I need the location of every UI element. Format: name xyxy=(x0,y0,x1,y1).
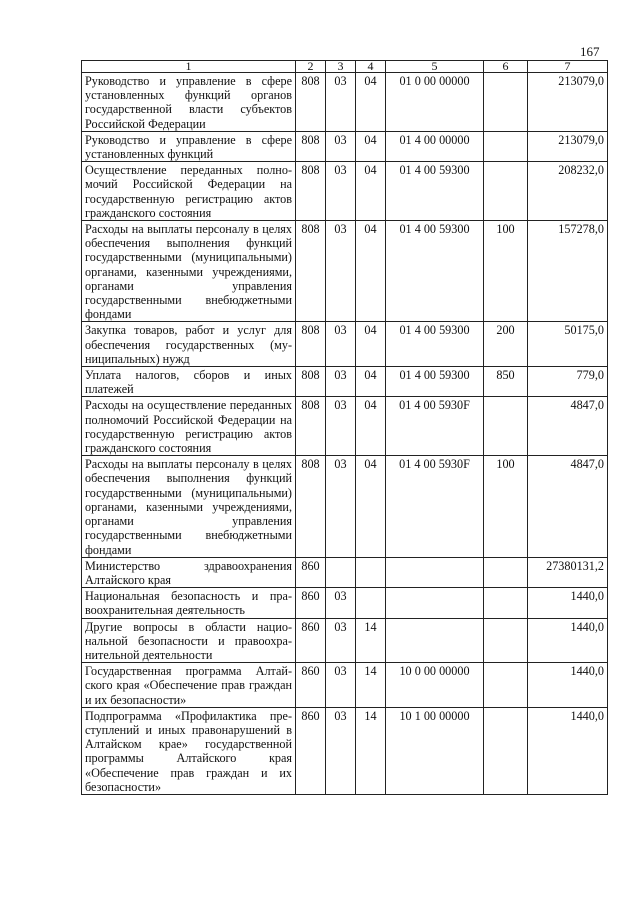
amount: 213079,0 xyxy=(528,73,608,132)
table-row xyxy=(82,588,608,618)
table-row xyxy=(82,456,608,557)
target-item-code xyxy=(386,618,484,663)
section-code: 03 xyxy=(326,322,356,367)
row-name: Уплата налогов, сборов и иных платежей xyxy=(82,367,296,397)
ministry-code: 860 xyxy=(296,557,326,587)
section-code: 03 xyxy=(326,588,356,618)
target-item-code: 01 4 00 5930F xyxy=(386,456,484,557)
ministry-code: 808 xyxy=(296,73,326,132)
table-header-row xyxy=(82,61,608,73)
amount: 4847,0 xyxy=(528,456,608,557)
table-row xyxy=(82,557,608,587)
target-item-code: 01 4 00 59300 xyxy=(386,162,484,221)
amount: 50175,0 xyxy=(528,322,608,367)
section-code: 03 xyxy=(326,162,356,221)
amount: 157278,0 xyxy=(528,221,608,322)
page-number: 167 xyxy=(580,44,600,59)
expense-type-code xyxy=(484,397,528,456)
amount: 779,0 xyxy=(528,367,608,397)
column-header: 7 xyxy=(528,61,608,73)
table-row xyxy=(82,322,608,367)
expense-type-code xyxy=(484,588,528,618)
target-item-code: 01 4 00 00000 xyxy=(386,131,484,161)
ministry-code: 808 xyxy=(296,397,326,456)
amount: 1440,0 xyxy=(528,618,608,663)
amount: 1440,0 xyxy=(528,663,608,708)
ministry-code: 860 xyxy=(296,618,326,663)
subsection-code: 04 xyxy=(356,322,386,367)
amount: 213079,0 xyxy=(528,131,608,161)
subsection-code: 04 xyxy=(356,221,386,322)
column-header: 5 xyxy=(386,61,484,73)
expense-type-code xyxy=(484,663,528,708)
section-code: 03 xyxy=(326,707,356,794)
table-row xyxy=(82,221,608,322)
subsection-code: 04 xyxy=(356,397,386,456)
expense-type-code: 850 xyxy=(484,367,528,397)
row-name: Закупка товаров, работ и услуг для обеспечения государственных (муниципальных) нужд xyxy=(82,322,296,367)
target-item-code: 10 0 00 00000 xyxy=(386,663,484,708)
ministry-code: 860 xyxy=(296,707,326,794)
table-row xyxy=(82,663,608,708)
section-code: 03 xyxy=(326,397,356,456)
row-name: Государственная программа Алтайского края «Обеспечение прав граждан и их безопасности» xyxy=(82,663,296,708)
subsection-code: 04 xyxy=(356,162,386,221)
ministry-code: 808 xyxy=(296,162,326,221)
subsection-code: 04 xyxy=(356,73,386,132)
target-item-code: 01 4 00 5930F xyxy=(386,397,484,456)
row-name: Министерство здравоохранения Алтайского края xyxy=(82,557,296,587)
row-name: Национальная безопасность и правоохранительная деятельность xyxy=(82,588,296,618)
budget-table xyxy=(81,60,608,795)
ministry-code: 860 xyxy=(296,588,326,618)
row-name: Другие вопросы в области национальной безопасности и правоохранительной деятельности xyxy=(82,618,296,663)
section-code: 03 xyxy=(326,456,356,557)
target-item-code: 10 1 00 00000 xyxy=(386,707,484,794)
table-row xyxy=(82,367,608,397)
ministry-code: 808 xyxy=(296,221,326,322)
expense-type-code xyxy=(484,707,528,794)
subsection-code xyxy=(356,557,386,587)
section-code: 03 xyxy=(326,73,356,132)
subsection-code: 04 xyxy=(356,131,386,161)
ministry-code: 860 xyxy=(296,663,326,708)
expense-type-code xyxy=(484,131,528,161)
target-item-code: 01 4 00 59300 xyxy=(386,367,484,397)
ministry-code: 808 xyxy=(296,456,326,557)
section-code: 03 xyxy=(326,131,356,161)
expense-type-code xyxy=(484,73,528,132)
table-row xyxy=(82,162,608,221)
section-code xyxy=(326,557,356,587)
row-name: Расходы на выплаты персоналу в целях обеспечения выполнения функций государственными (муниципальными) органами, казенными учреждениями, органами управления государственными внебюджетными фондами xyxy=(82,456,296,557)
subsection-code: 04 xyxy=(356,456,386,557)
ministry-code: 808 xyxy=(296,322,326,367)
expense-type-code: 200 xyxy=(484,322,528,367)
row-name: Осуществление переданных полномочий Российской Федерации на государственную регистрацию актов гражданского состояния xyxy=(82,162,296,221)
subsection-code: 14 xyxy=(356,618,386,663)
table-row xyxy=(82,131,608,161)
subsection-code: 04 xyxy=(356,367,386,397)
amount: 1440,0 xyxy=(528,707,608,794)
table-row xyxy=(82,73,608,132)
column-header: 6 xyxy=(484,61,528,73)
section-code: 03 xyxy=(326,618,356,663)
section-code: 03 xyxy=(326,367,356,397)
expense-type-code xyxy=(484,618,528,663)
ministry-code: 808 xyxy=(296,367,326,397)
column-header: 3 xyxy=(326,61,356,73)
row-name: Расходы на осуществление переданных полномочий Российской Федерации на государственную регистрацию актов гражданского состояния xyxy=(82,397,296,456)
expense-type-code: 100 xyxy=(484,456,528,557)
row-name: Руководство и управление в сфере установленных функций органов государственной власти субъектов Российской Федерации xyxy=(82,73,296,132)
row-name: Расходы на выплаты персоналу в целях обеспечения выполнения функций государственными (муниципальными) органами, казенными учреждениями, органами управления государственными внебюджетными фондами xyxy=(82,221,296,322)
section-code: 03 xyxy=(326,221,356,322)
column-header: 1 xyxy=(82,61,296,73)
target-item-code: 01 0 00 00000 xyxy=(386,73,484,132)
column-header: 2 xyxy=(296,61,326,73)
table-row xyxy=(82,397,608,456)
table-row xyxy=(82,707,608,794)
table-row xyxy=(82,618,608,663)
row-name: Руководство и управление в сфере установленных функций xyxy=(82,131,296,161)
row-name: Подпрограмма «Профилактика преступлений и иных правонарушений в Алтайском крае» государственной программы Алтайского края «Обеспечение прав граждан и их безопасности» xyxy=(82,707,296,794)
subsection-code: 14 xyxy=(356,707,386,794)
amount: 1440,0 xyxy=(528,588,608,618)
amount: 4847,0 xyxy=(528,397,608,456)
ministry-code: 808 xyxy=(296,131,326,161)
expense-type-code: 100 xyxy=(484,221,528,322)
target-item-code: 01 4 00 59300 xyxy=(386,322,484,367)
section-code: 03 xyxy=(326,663,356,708)
amount: 27380131,2 xyxy=(528,557,608,587)
amount: 208232,0 xyxy=(528,162,608,221)
expense-type-code xyxy=(484,557,528,587)
column-header: 4 xyxy=(356,61,386,73)
target-item-code xyxy=(386,588,484,618)
target-item-code xyxy=(386,557,484,587)
target-item-code: 01 4 00 59300 xyxy=(386,221,484,322)
subsection-code xyxy=(356,588,386,618)
expense-type-code xyxy=(484,162,528,221)
subsection-code: 14 xyxy=(356,663,386,708)
